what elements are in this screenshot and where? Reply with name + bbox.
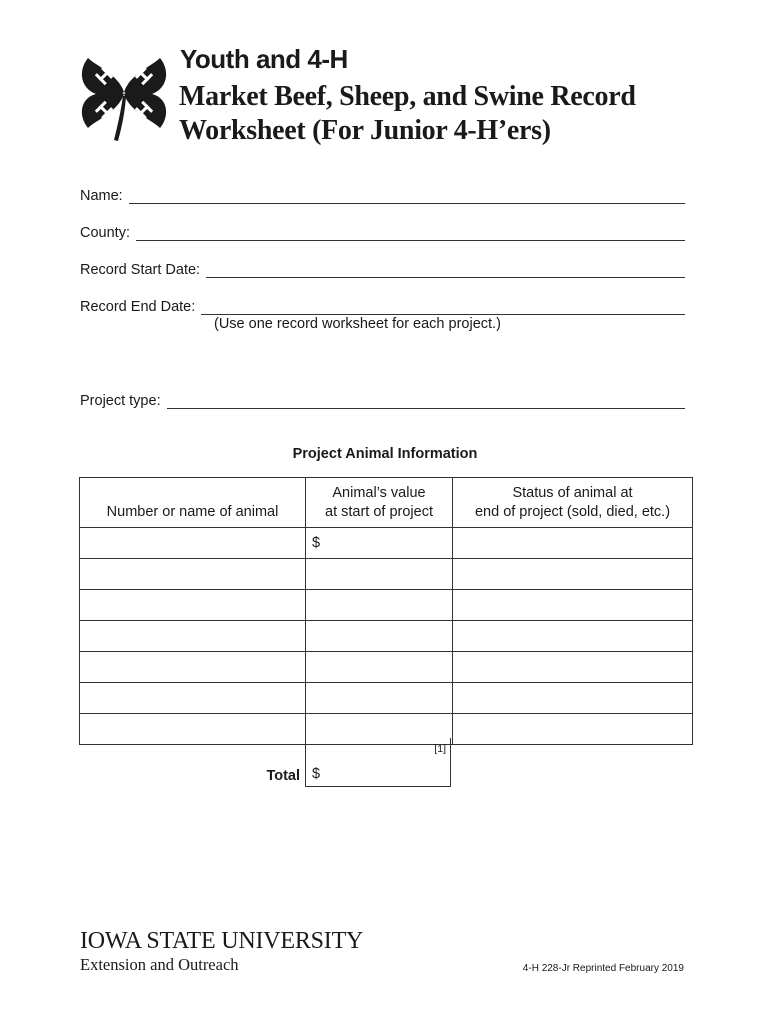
name-field[interactable]	[80, 184, 685, 204]
name-label: Name:	[80, 188, 123, 204]
record-start-date-label: Record Start Date:	[80, 262, 201, 278]
record-end-date-input-line[interactable]	[201, 300, 685, 315]
start-value-cell[interactable]	[306, 559, 453, 590]
dollar-sign: $	[312, 535, 321, 551]
animal-info-table	[79, 477, 693, 745]
section-heading: Project Animal Information	[292, 446, 478, 462]
table-row	[80, 590, 693, 621]
record-end-date-field[interactable]	[80, 295, 685, 315]
table-row	[80, 621, 693, 652]
column-header-start-value-line2: at start of project	[325, 503, 433, 520]
table-header-row	[80, 478, 693, 528]
column-header-start-value	[306, 478, 453, 528]
start-value-cell[interactable]	[306, 621, 453, 652]
end-status-cell[interactable]	[453, 683, 693, 714]
total-value-cell[interactable]	[305, 738, 451, 787]
column-header-animal-name: Number or name of animal	[80, 478, 306, 528]
university-subtitle: Extension and Outreach	[80, 955, 239, 974]
animal-name-cell[interactable]	[80, 714, 306, 745]
worksheet-note: (Use one record worksheet for each project.)	[214, 316, 501, 332]
university-name: IOWA STATE UNIVERSITY	[80, 928, 364, 954]
column-header-end-status	[453, 478, 693, 528]
start-value-cell[interactable]	[306, 683, 453, 714]
animal-name-cell[interactable]	[80, 528, 306, 559]
start-value-cell[interactable]	[306, 590, 453, 621]
county-label: County:	[80, 225, 130, 241]
publication-code: 4-H 228-Jr Reprinted February 2019	[522, 963, 684, 974]
end-status-cell[interactable]	[453, 559, 693, 590]
page-title: Youth and 4-H	[180, 44, 348, 74]
total-dollar-sign: $	[312, 766, 321, 782]
animal-name-cell[interactable]	[80, 683, 306, 714]
column-header-start-value-line1: Animal’s value	[332, 484, 426, 501]
column-header-end-status-line1: Status of animal at	[512, 484, 633, 501]
table-row	[80, 652, 693, 683]
project-type-label: Project type:	[80, 393, 161, 409]
record-end-date-label: Record End Date:	[80, 299, 196, 315]
project-type-input-line[interactable]	[167, 394, 685, 409]
end-status-cell[interactable]	[453, 714, 693, 745]
name-input-line[interactable]	[129, 189, 685, 204]
end-status-cell[interactable]	[453, 652, 693, 683]
column-header-end-status-line2: end of project (sold, died, etc.)	[474, 503, 671, 520]
table-row	[80, 528, 693, 559]
end-status-cell[interactable]	[453, 590, 693, 621]
table-row	[80, 683, 693, 714]
animal-name-cell[interactable]	[80, 590, 306, 621]
page-subtitle: Market Beef, Sheep, and Swine Record Worksheet (For Junior 4-H’ers)	[179, 81, 636, 146]
animal-name-cell[interactable]	[80, 621, 306, 652]
end-status-cell[interactable]	[453, 528, 693, 559]
county-field[interactable]	[80, 221, 685, 241]
start-value-cell[interactable]	[306, 652, 453, 683]
start-value-cell[interactable]	[306, 528, 453, 559]
animal-name-cell[interactable]	[80, 652, 306, 683]
record-start-date-field[interactable]	[80, 258, 685, 278]
project-type-field[interactable]	[80, 389, 685, 409]
end-status-cell[interactable]	[453, 621, 693, 652]
table-row	[80, 559, 693, 590]
record-start-date-input-line[interactable]	[206, 263, 685, 278]
footnote-marker: [1]	[434, 743, 446, 755]
total-label: Total	[266, 768, 300, 784]
county-input-line[interactable]	[136, 226, 685, 241]
animal-name-cell[interactable]	[80, 559, 306, 590]
four-h-clover-logo	[74, 44, 174, 144]
